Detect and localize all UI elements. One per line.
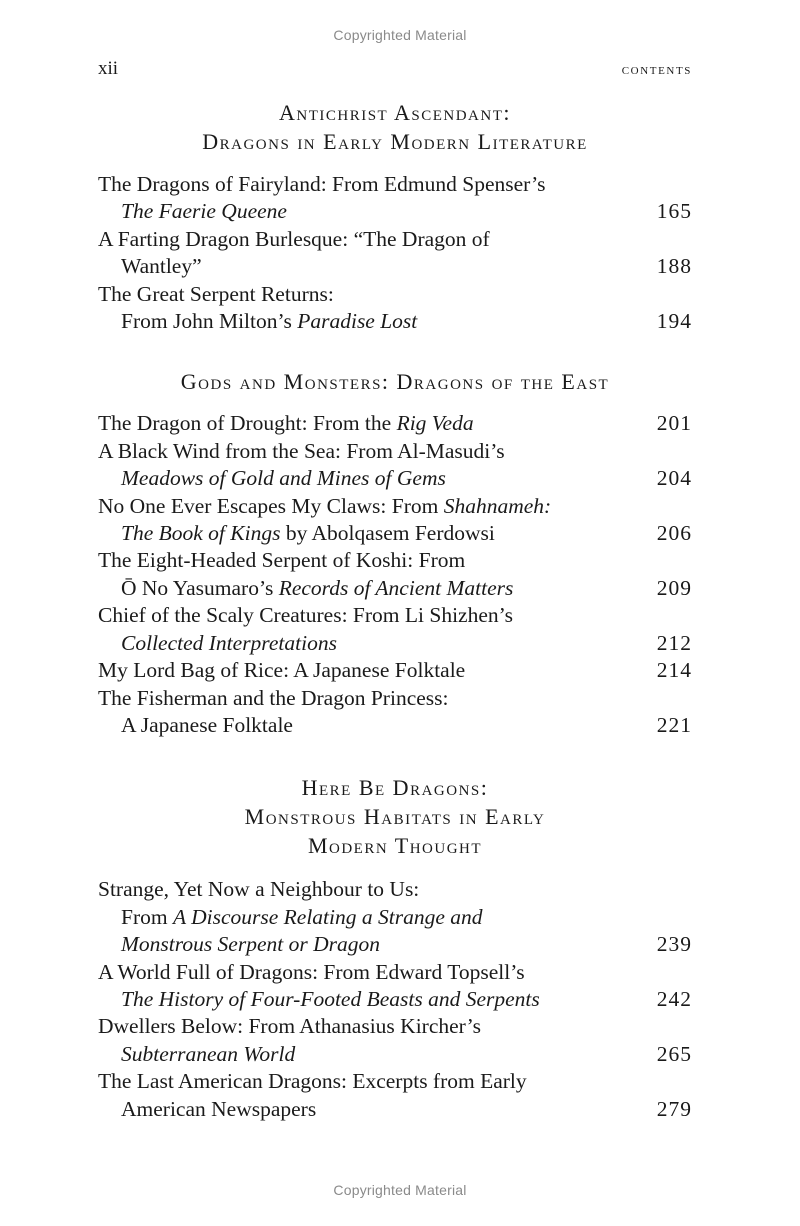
toc-entry-line <box>98 493 692 520</box>
toc-entry-line <box>98 685 692 712</box>
toc-entry[interactable] <box>98 410 692 437</box>
entry-text-segment: The Great Serpent Returns: <box>98 281 334 306</box>
toc-entry-line <box>98 986 692 1013</box>
toc-entry-line <box>98 171 692 198</box>
toc-entry-line <box>98 1013 692 1040</box>
entry-italic-title: A Discourse Relating a Strange and <box>172 904 483 929</box>
toc-entry-text <box>121 931 380 958</box>
toc-entry-line <box>98 520 692 547</box>
entry-italic-title: Shahnameh: <box>443 493 552 518</box>
toc-entry-line <box>98 876 692 903</box>
toc-entry-text <box>98 410 474 437</box>
toc-entry-text <box>98 1068 527 1095</box>
toc-entry-text <box>121 198 287 225</box>
toc-entry[interactable] <box>98 1013 692 1068</box>
section-heading-line: Antichrist Ascendant: <box>278 100 511 125</box>
entry-italic-title: The Faerie Queene <box>121 199 287 224</box>
entry-text-segment: From John Milton’s <box>121 309 298 334</box>
toc-entry-text <box>121 630 337 657</box>
toc-entry-line <box>98 438 692 465</box>
section-heading <box>98 98 692 156</box>
toc-entry-text <box>98 1013 481 1040</box>
section-heading-line: Monstrous Habitats in Early <box>244 804 546 830</box>
toc-entry-text <box>121 904 483 931</box>
entry-text-segment: Dwellers Below: From Athanasius Kircher’s <box>98 1014 481 1039</box>
entry-text-segment: Strange, Yet Now a Neighbour to Us: <box>98 877 420 902</box>
toc-entry-text <box>98 685 449 712</box>
toc-entry-text <box>98 657 465 684</box>
page-number: 194 <box>656 309 692 334</box>
toc-entry-text <box>98 602 513 629</box>
toc-entry[interactable] <box>98 685 692 740</box>
page-number: 221 <box>656 712 692 737</box>
toc-entry[interactable] <box>98 281 692 336</box>
toc-entry-text <box>98 438 505 465</box>
toc-entry-line <box>98 931 692 958</box>
toc-entry-line <box>98 630 692 657</box>
toc-entry[interactable] <box>98 876 692 958</box>
page-number: 279 <box>656 1096 692 1121</box>
entry-italic-title: Subterranean World <box>121 1041 296 1066</box>
toc-entry-line <box>98 904 692 931</box>
entry-text-segment: My Lord Bag of Rice: A Japanese Folktale <box>98 658 466 683</box>
toc-entry-line <box>98 281 692 308</box>
toc-entry-text <box>121 520 495 547</box>
entry-text-segment: The Dragon of Drought: From the <box>98 411 397 436</box>
toc-entry[interactable] <box>98 171 692 226</box>
toc-entry-line <box>98 547 692 574</box>
entry-text-segment: A Farting Dragon Burlesque: “The Dragon of <box>98 226 490 251</box>
entry-italic-title: The History of Four-Footed Beasts and Serpents <box>121 986 540 1011</box>
page-number: 212 <box>656 630 692 655</box>
toc-entry[interactable] <box>98 657 692 684</box>
toc-entry-line <box>98 712 692 739</box>
page-number: 242 <box>656 986 692 1011</box>
toc-entry-text <box>121 712 293 739</box>
running-head <box>98 58 692 80</box>
page-number: 201 <box>656 411 692 436</box>
section-heading-line: Dragons in Early Modern Literature <box>202 129 588 154</box>
entry-text-segment: American Newspapers <box>121 1096 317 1121</box>
section-heading-line: Here Be Dragons: <box>301 775 489 801</box>
entry-text-segment: Chief of the Scaly Creatures: From Li Shizhen’s <box>98 603 513 628</box>
toc-entry[interactable] <box>98 959 692 1014</box>
entry-text-segment: The Last American Dragons: Excerpts from Early <box>98 1069 527 1094</box>
entry-text-segment: A World Full of Dragons: From Edward Topsell’s <box>98 959 525 984</box>
toc-entry[interactable] <box>98 438 692 493</box>
toc-entry-line <box>98 410 692 437</box>
page-number: 265 <box>656 1041 692 1066</box>
toc-entry-line <box>98 465 692 492</box>
entry-text-segment: The Dragons of Fairyland: From Edmund Spenser’s <box>98 172 546 196</box>
section-heading <box>98 773 692 860</box>
toc-entry-text <box>98 547 465 574</box>
toc-entry-line <box>98 198 692 225</box>
entry-italic-title: Paradise Lost <box>297 309 418 334</box>
entry-italic-title: Records of Ancient Matters <box>278 575 514 600</box>
page-number: 165 <box>656 199 692 224</box>
page-number: 204 <box>656 466 692 491</box>
toc-entry-text <box>98 171 545 198</box>
entry-text-segment: Ō No Yasumaro’s <box>121 575 279 600</box>
toc-entry[interactable] <box>98 1068 692 1123</box>
page-folio: xii <box>98 58 119 79</box>
toc-entry-text <box>121 575 513 602</box>
section-heading-line: Gods and Monsters: Dragons of the East <box>180 369 610 395</box>
section-heading-line: Modern Thought <box>307 833 483 859</box>
toc-entry-line <box>98 1041 692 1068</box>
toc-entry-line <box>98 226 692 253</box>
toc-entry[interactable] <box>98 602 692 657</box>
watermark-top: Copyrighted Material <box>333 27 467 43</box>
toc-entry[interactable] <box>98 226 692 281</box>
entry-text-segment: Wantley” <box>121 254 202 279</box>
toc-entry-line <box>98 253 692 280</box>
toc-entry-line <box>98 1068 692 1095</box>
toc-entry-line <box>98 657 692 684</box>
toc-entry-text <box>121 308 417 335</box>
table-of-contents <box>98 98 692 1123</box>
toc-entry-text <box>121 465 446 492</box>
toc-entry-text <box>98 281 334 308</box>
toc-entry-text <box>121 986 540 1013</box>
entry-italic-title: Monstrous Serpent or Dragon <box>121 932 380 957</box>
entry-text-segment: by Abolqasem Ferdowsi <box>280 521 495 546</box>
toc-entry-line <box>98 602 692 629</box>
page-number: 209 <box>656 575 692 600</box>
entry-italic-title: Meadows of Gold and Mines of Gems <box>121 466 446 491</box>
entry-text-segment: The Fisherman and the Dragon Princess: <box>98 685 449 710</box>
toc-entry-line <box>98 575 692 602</box>
toc-entry-text <box>121 1096 316 1123</box>
toc-entry-text <box>98 959 525 986</box>
page-number: 188 <box>656 254 692 279</box>
toc-entry-line <box>98 959 692 986</box>
toc-entry[interactable] <box>98 493 692 548</box>
section-heading <box>98 367 692 396</box>
toc-entry-text <box>121 1041 295 1068</box>
entry-text-segment: A Japanese Folktale <box>121 712 293 737</box>
entry-italic-title: The Book of Kings <box>121 521 281 546</box>
entry-text-segment: No One Ever Escapes My Claws: From <box>98 493 444 518</box>
page-number: 206 <box>656 521 692 546</box>
watermark-bottom: Copyrighted Material <box>333 1182 467 1198</box>
entry-text-segment: From <box>121 904 173 929</box>
toc-entry-text <box>98 876 419 903</box>
page-number: 239 <box>656 932 692 957</box>
entry-text-segment: A Black Wind from the Sea: From Al-Masudi’s <box>98 438 505 463</box>
entry-text-segment: The Eight-Headed Serpent of Koshi: From <box>98 548 466 573</box>
toc-entry-text <box>98 493 551 520</box>
toc-entry-line <box>98 308 692 335</box>
entry-italic-title: Collected Interpretations <box>121 630 337 655</box>
entry-italic-title: Rig Veda <box>396 411 474 436</box>
page-number: 214 <box>656 658 692 683</box>
toc-entry-line <box>98 1096 692 1123</box>
toc-entry-text <box>121 253 202 280</box>
toc-entry[interactable] <box>98 547 692 602</box>
running-title: contents <box>621 62 692 78</box>
toc-entry-text <box>98 226 490 253</box>
